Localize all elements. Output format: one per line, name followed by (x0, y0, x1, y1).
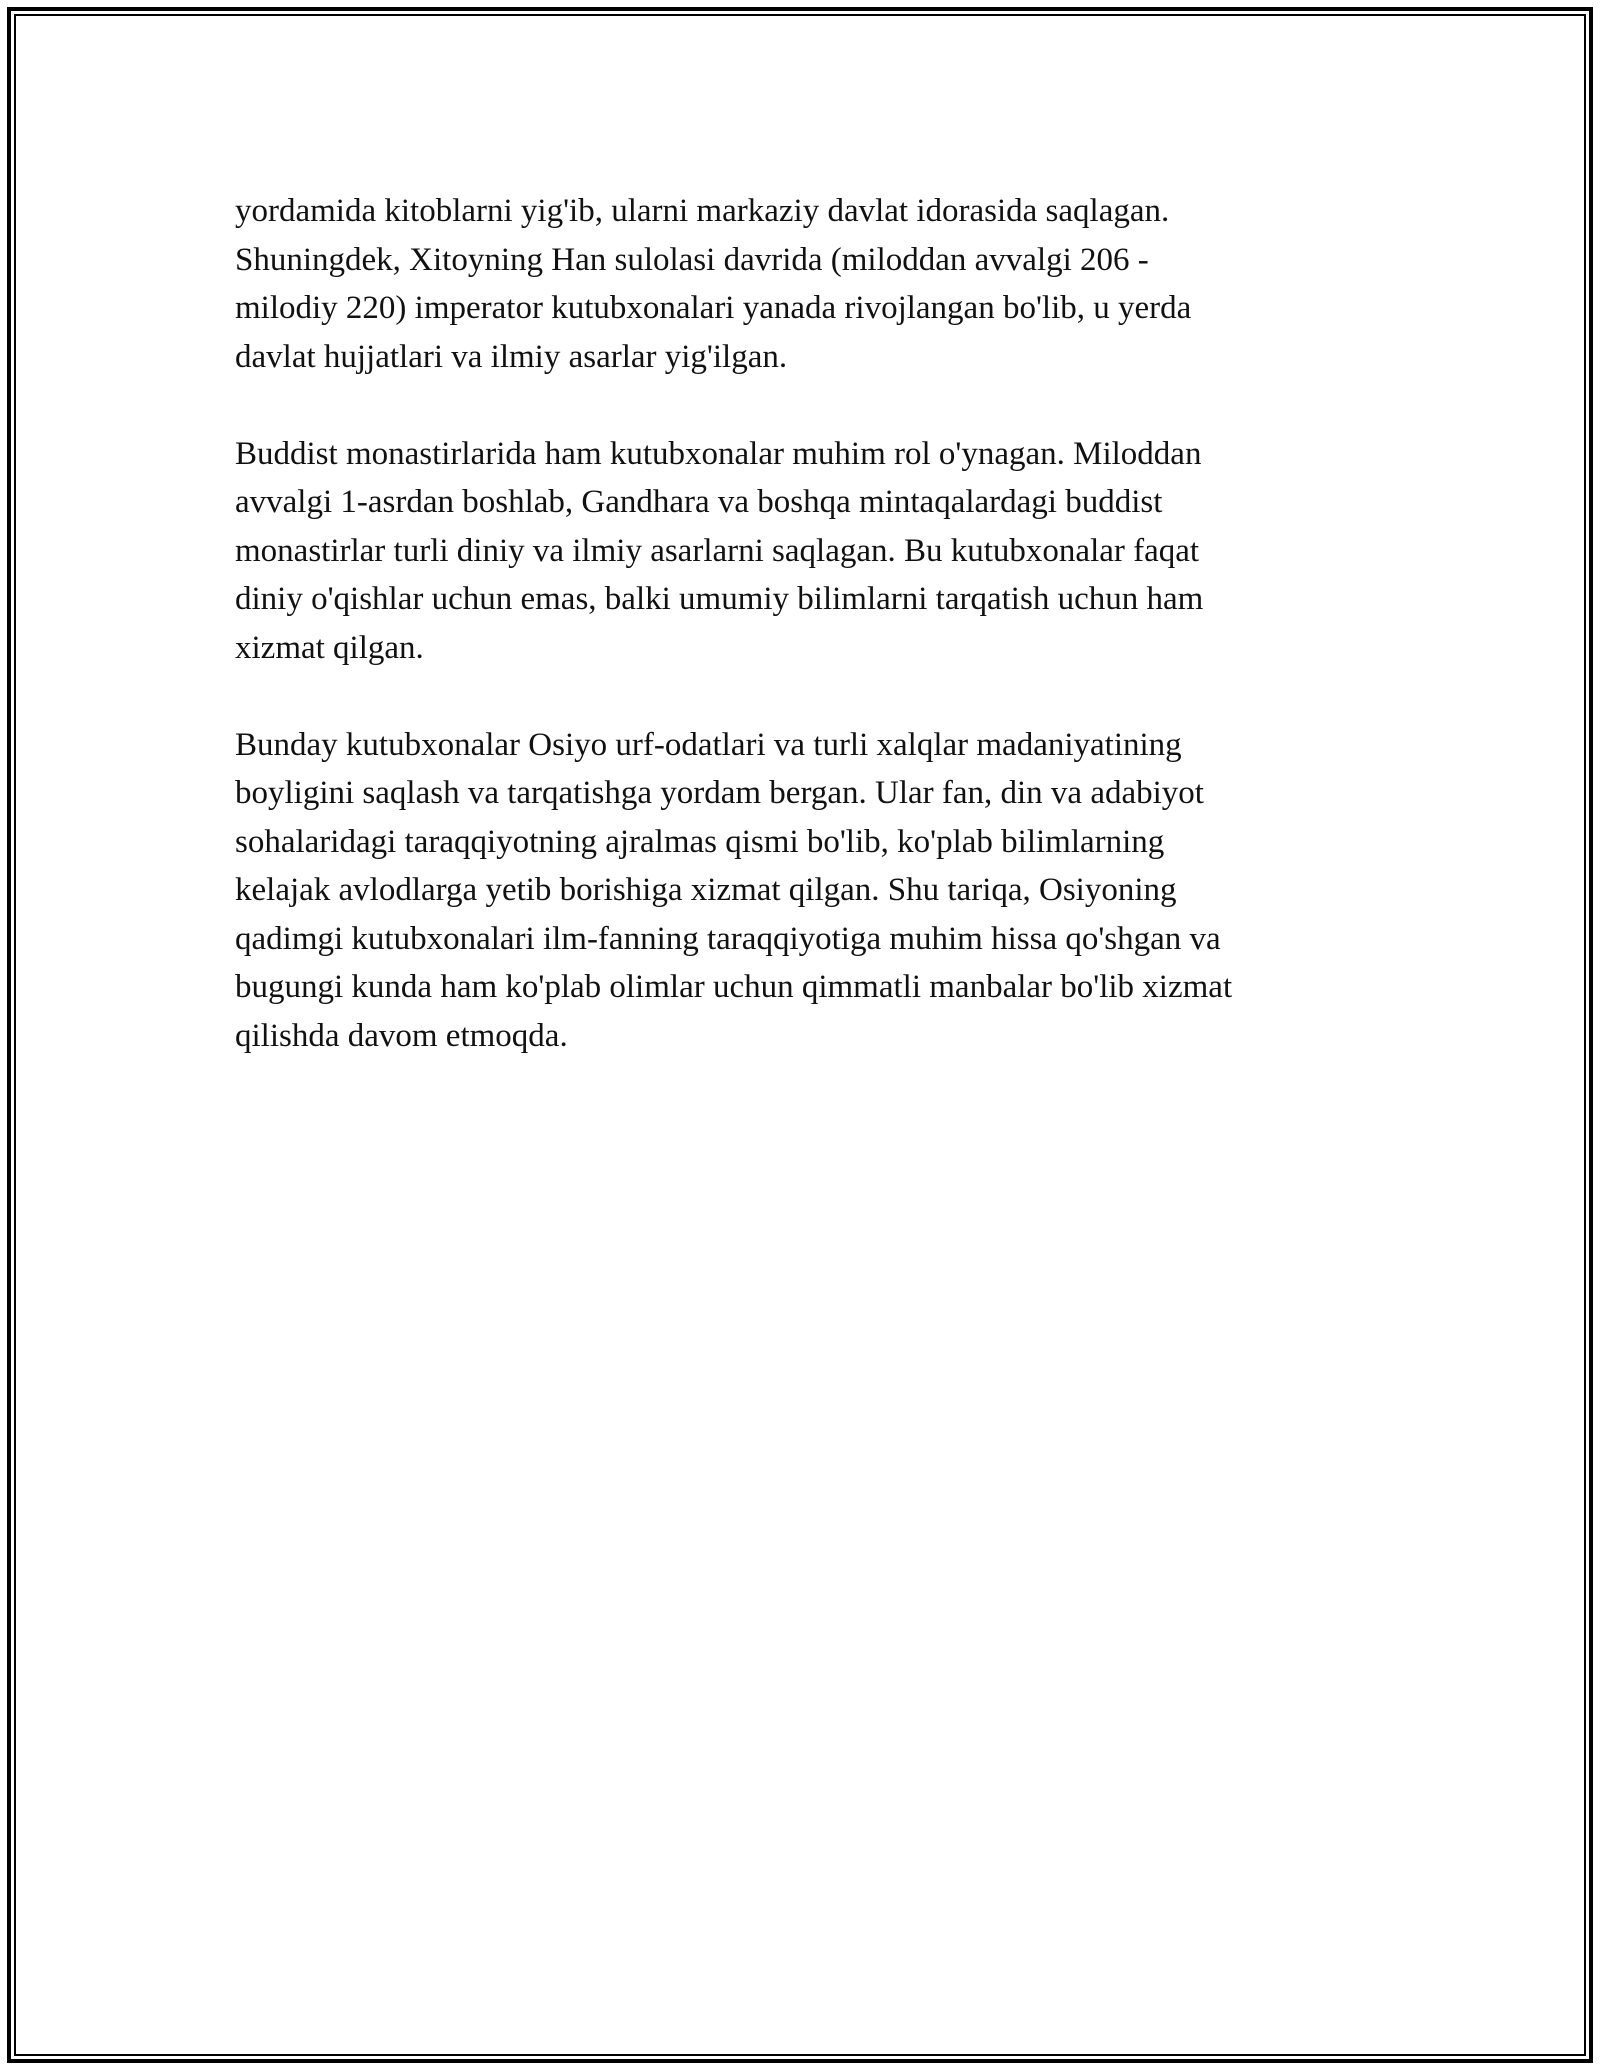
text-line: xizmat qilgan. (235, 629, 424, 666)
text-line: qadimgi kutubxonalari ilm-fanning taraqqiyotiga muhim hissa qo'shgan va (235, 920, 1221, 957)
text-line: qilishda davom etmoqda. (235, 1017, 568, 1054)
paragraph (235, 187, 1395, 381)
text-line: avvalgi 1-asrdan boshlab, Gandhara va boshqa mintaqalardagi buddist (235, 484, 1163, 520)
document-body (235, 187, 1395, 1109)
text-line: bugungi kunda ham ko'plab olimlar uchun qimmatli manbalar bo'lib xizmat (235, 969, 1233, 1005)
text-line: kelajak avlodlarga yetib borishiga xizmat qilgan. Shu tariqa, Osiyoning (235, 872, 1177, 908)
text-line: Shuningdek, Xitoyning Han sulolasi davrida (miloddan avvalgi 206 - (235, 241, 1149, 278)
text-line: Bunday kutubxonalar Osiyo urf-odatlari va turli xalqlar madaniyatining (235, 726, 1182, 763)
text-line: Buddist monastirlarida ham kutubxonalar muhim rol o'ynagan. Miloddan (235, 435, 1202, 472)
text-line: milodiy 220) imperator kutubxonalari yanada rivojlangan bo'lib, u yerda (235, 290, 1192, 326)
paragraph (235, 430, 1395, 673)
paragraph (235, 721, 1395, 1061)
text-line: sohalaridagi taraqqiyotning ajralmas qismi bo'lib, ko'plab bilimlarning (235, 823, 1165, 860)
text-line: yordamida kitoblarni yig'ib, ularni markaziy davlat idorasida saqlagan. (235, 193, 1170, 229)
text-line: boyligini saqlash va tarqatishga yordam bergan. Ular fan, din va adabiyot (235, 775, 1204, 811)
text-line: monastirlar turli diniy va ilmiy asarlarni saqlagan. Bu kutubxonalar faqat (235, 532, 1200, 569)
text-line: diniy o'qishlar uchun emas, balki umumiy bilimlarni tarqatish uchun ham (235, 581, 1204, 617)
text-line: davlat hujjatlari va ilmiy asarlar yig'ilgan. (235, 338, 788, 375)
